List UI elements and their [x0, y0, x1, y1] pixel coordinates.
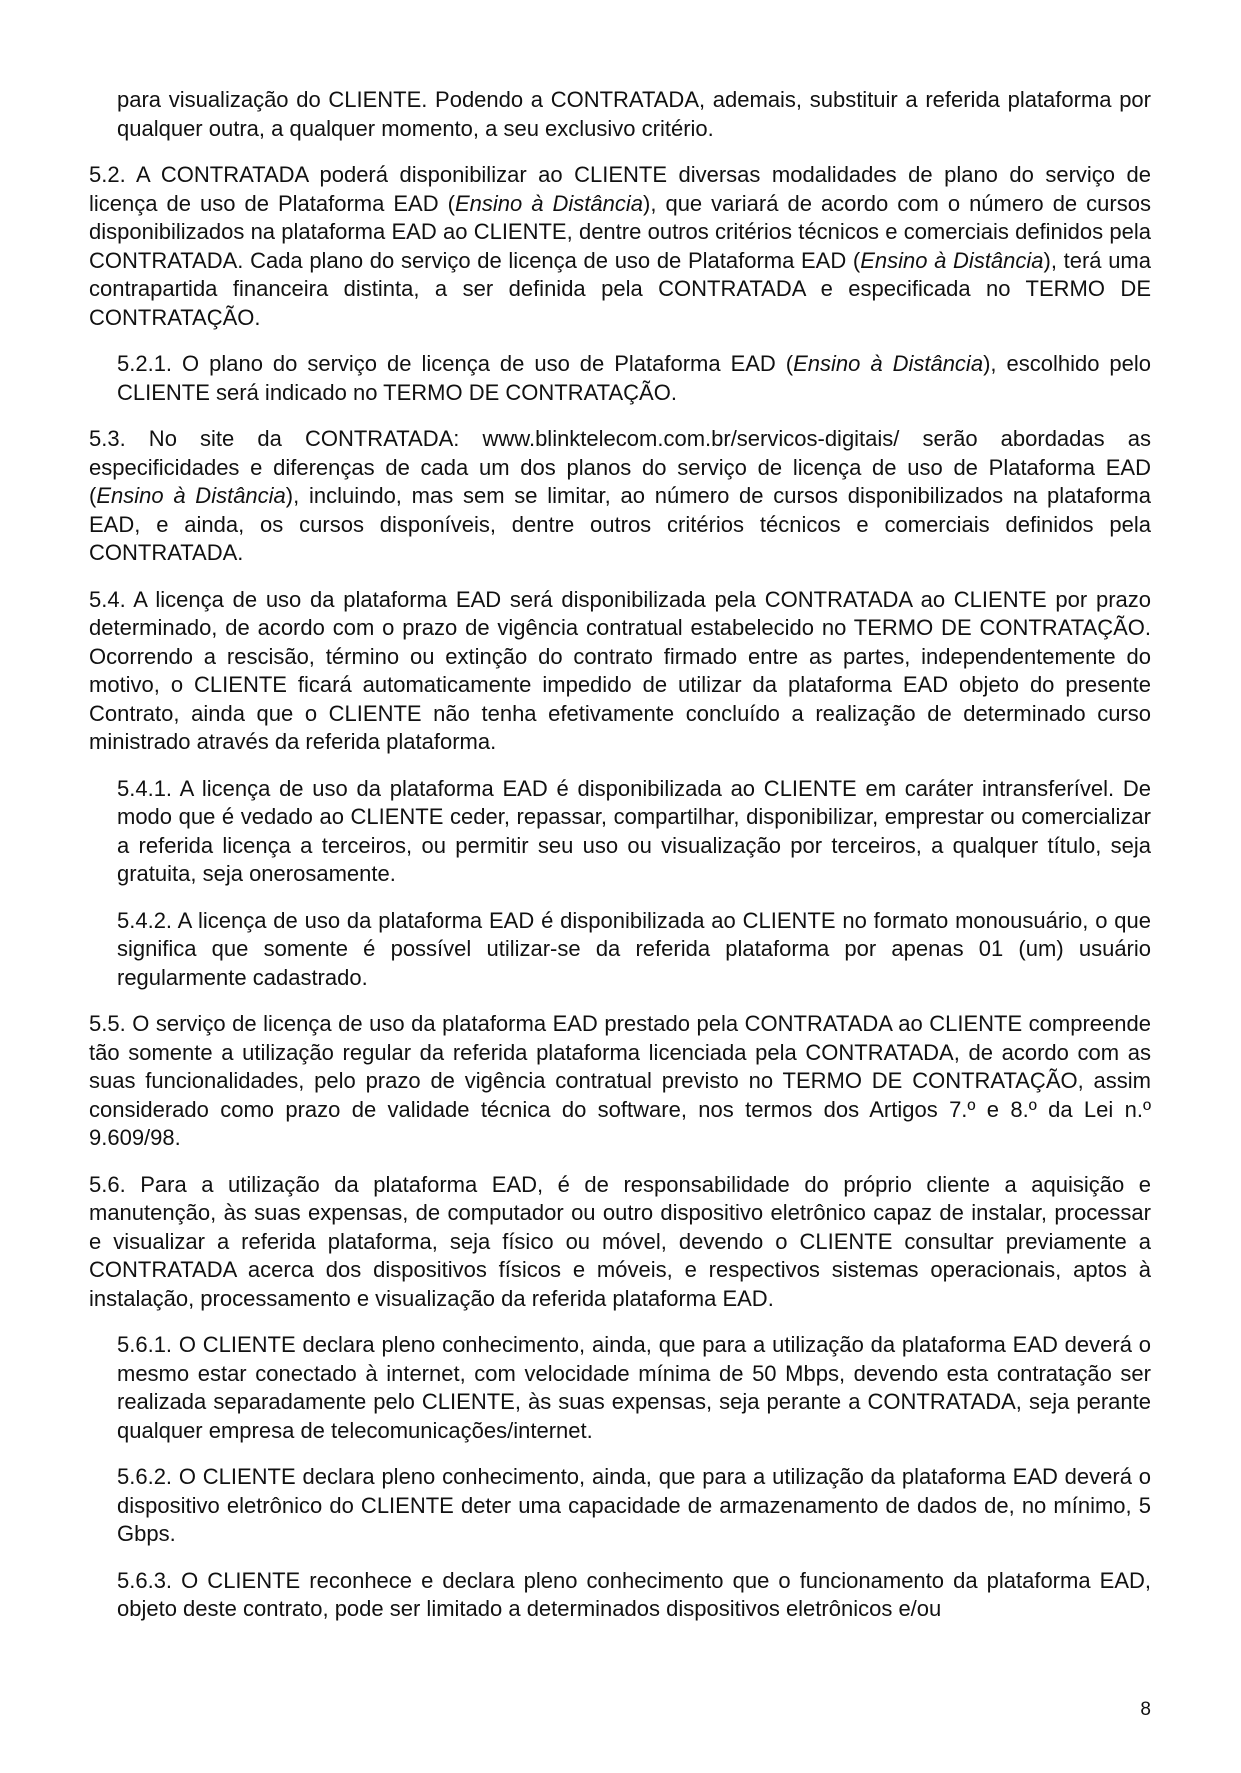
clause-5-4-1 [117, 775, 1151, 889]
clause-5-5 [89, 1010, 1151, 1153]
document-body [89, 86, 1151, 1642]
clause-5-6 [89, 1171, 1151, 1314]
clause-5-2 [89, 161, 1151, 332]
clause-5-1-cont [117, 86, 1151, 143]
clause-text: ), que variará de acordo com o número de cursos disponibilizados na plataforma EAD ao CLIENTE, dentre outros critérios técnicos e comerciais definidos pela CONTRATADA. Cada plano do serviço de licença de uso de Plataforma EAD ( [89, 190, 1151, 273]
page-number: 8 [1140, 1699, 1151, 1720]
italic-term: Ensino à Distância [793, 351, 984, 376]
clause-text: 5.4.1. A licença de uso da plataforma EAD é disponibilizada ao CLIENTE em caráter intransferível. De modo que é vedado ao CLIENTE ceder, repassar, compartilhar, disponibilizar, emprestar ou comercializar a referida licença a terceiros, ou permitir seu uso ou visualização por terceiros, a qualquer título, seja gratuita, seja onerosamente. [117, 775, 1151, 886]
clause-text: para visualização do CLIENTE. Podendo a CONTRATADA, ademais, substituir a referida plataforma por qualquer outra, a qualquer momento, a seu exclusivo critério. [117, 87, 1151, 141]
clause-text: 5.2.1. O plano do serviço de licença de uso de Plataforma EAD ( [117, 351, 794, 376]
clause-5-4 [89, 586, 1151, 757]
clause-text: ), incluindo, mas sem se limitar, ao número de cursos disponibilizados na plataforma EAD, e ainda, os cursos disponíveis, dentre outros critérios técnicos e comerciais definidos pela CONTRATADA. [89, 483, 1151, 565]
clause-5-4-2 [117, 907, 1151, 993]
clause-text: 5.3. No site da CONTRATADA: www.blinktelecom.com.br/servicos-digitais/ serão abordadas as especificidades e diferenças de cada um dos planos do serviço de licença de uso de Plataforma EAD ( [89, 426, 1151, 508]
clause-5-3 [89, 425, 1151, 568]
clause-text: ), escolhido pelo CLIENTE será indicado no TERMO DE CONTRATAÇÃO. [117, 351, 1151, 405]
italic-term: Ensino à Distância [96, 483, 286, 508]
clause-text: 5.4. A licença de uso da plataforma EAD será disponibilizada pela CONTRATADA ao CLIENTE por prazo determinado, de acordo com o prazo de vigência contratual estabelecido no TERMO DE CONTRATAÇÃO. Ocorrendo a rescisão, término ou extinção do contrato firmado entre as partes, independentemente do motivo, o CLIENTE ficará automaticamente impedido de utilizar da plataforma EAD objeto do presente Contrato, ainda que o CLIENTE não tenha efetivamente concluído a realização de determinado curso ministrado através da referida plataforma. [89, 586, 1151, 754]
clause-text: 5.5. O serviço de licença de uso da plataforma EAD prestado pela CONTRATADA ao CLIENTE compreende tão somente a utilização regular da referida plataforma licenciada pela CONTRATADA, de acordo com as suas funcionalidades, pelo prazo de vigência contratual previsto no TERMO DE CONTRATAÇÃO, assim considerado como prazo de validade técnica do software, nos termos dos Artigos 7.º e 8.º da Lei n.º 9.609/98. [89, 1011, 1151, 1150]
clause-text: 5.6.1. O CLIENTE declara pleno conhecimento, ainda, que para a utilização da plataforma EAD deverá o mesmo estar conectado à internet, com velocidade mínima de 50 Mbps, devendo esta contratação ser realizada separadamente pelo CLIENTE, às suas expensas, seja perante a CONTRATADA, seja perante qualquer empresa de telecomunicações/internet. [117, 1332, 1151, 1443]
clause-5-2-1 [117, 350, 1151, 407]
clause-text: 5.4.2. A licença de uso da plataforma EAD é disponibilizada ao CLIENTE no formato monousuário, o que significa que somente é possível utilizar-se da referida plataforma por apenas 01 (um) usuário regularmente cadastrado. [117, 907, 1151, 990]
clause-5-6-2 [117, 1463, 1151, 1549]
clause-text: 5.6.3. O CLIENTE reconhece e declara pleno conhecimento que o funcionamento da plataforma EAD, objeto deste contrato, pode ser limitado a determinados dispositivos eletrônicos e/ou [117, 1567, 1151, 1621]
clause-5-6-1 [117, 1331, 1151, 1445]
clause-text: 5.2. A CONTRATADA poderá disponibilizar ao CLIENTE diversas modalidades de plano do serviço de licença de uso de Plataforma EAD ( [89, 162, 1151, 216]
clause-text: ), terá uma contrapartida financeira distinta, a ser definida pela CONTRATADA e especificada no TERMO DE CONTRATAÇÃO. [89, 247, 1151, 330]
clause-text: 5.6.2. O CLIENTE declara pleno conhecimento, ainda, que para a utilização da plataforma EAD deverá o dispositivo eletrônico do CLIENTE deter uma capacidade de armazenamento de dados de, no mínimo, 5 Gbps. [117, 1464, 1151, 1546]
italic-term: Ensino à Distância [860, 247, 1044, 273]
clause-5-6-3 [117, 1567, 1151, 1624]
italic-term: Ensino à Distância [454, 190, 643, 216]
clause-text: 5.6. Para a utilização da plataforma EAD, é de responsabilidade do próprio cliente a aquisição e manutenção, às suas expensas, de computador ou outro dispositivo eletrônico capaz de instalar, processar e visualizar a referida plataforma, seja físico ou móvel, devendo o CLIENTE consultar previamente a CONTRATADA acerca dos dispositivos físicos e móveis, e respectivos sistemas operacionais, aptos à instalação, processamento e visualização da referida plataforma EAD. [89, 1171, 1151, 1311]
